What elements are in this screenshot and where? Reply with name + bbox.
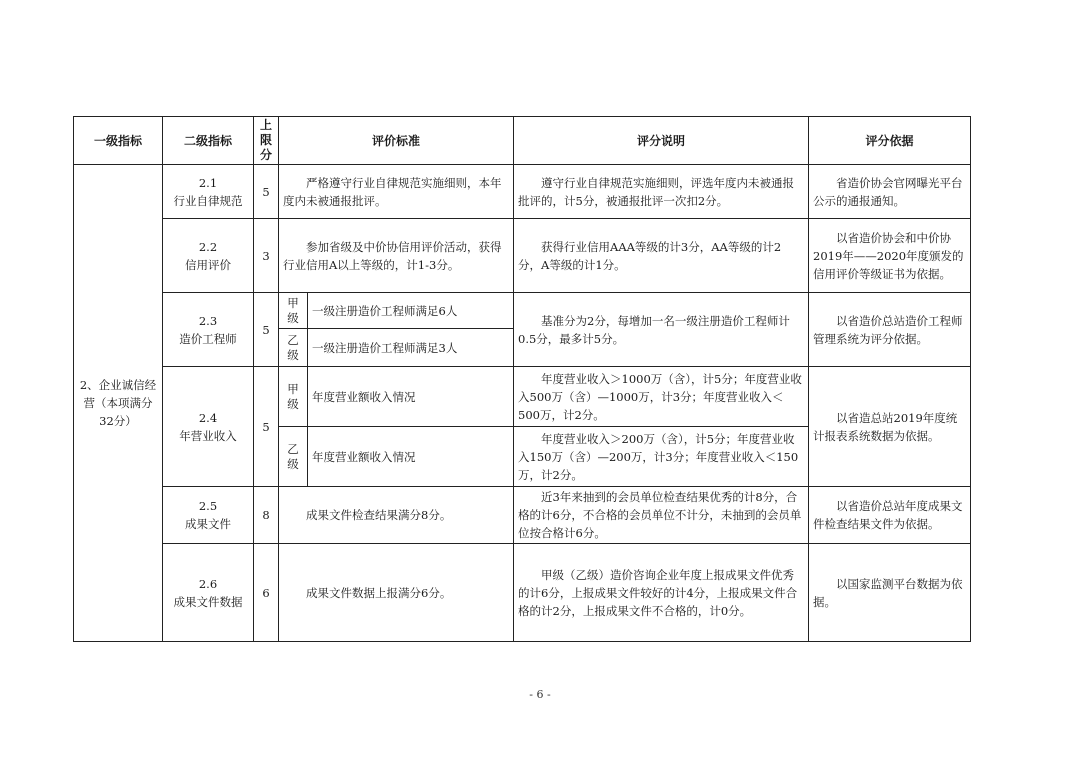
level2-indicator: 2.3 造价工程师 [163, 293, 254, 367]
basis-cell: 以国家监测平台数据为依据。 [809, 544, 971, 642]
explanation-cell: 年度营业收入＞1000万（含），计5分；年度营业收入500万（含）—1000万，计3分；年度营业收入＜500万，计2分。 [514, 367, 809, 427]
max-score: 3 [254, 219, 279, 293]
level2-indicator: 2.5 成果文件 [163, 487, 254, 544]
evaluation-table [73, 116, 971, 642]
header-level1: 一级指标 [74, 117, 163, 165]
level2-indicator: 2.4 年营业收入 [163, 367, 254, 487]
table-row [74, 487, 971, 544]
grade-cell: 乙 级 [279, 427, 308, 487]
level2-indicator: 2.2 信用评价 [163, 219, 254, 293]
max-score: 5 [254, 293, 279, 367]
explanation-cell: 甲级（乙级）造价咨询企业年度上报成果文件优秀的计6分，上报成果文件较好的计4分，上报成果文件合格的计2分，上报成果文件不合格的，计0分。 [514, 544, 809, 642]
max-score: 8 [254, 487, 279, 544]
explanation-cell: 基准分为2分，每增加一名一级注册造价工程师计0.5分，最多计5分。 [514, 293, 809, 367]
table-row [74, 367, 971, 427]
level2-indicator: 2.6 成果文件数据 [163, 544, 254, 642]
table-row [74, 293, 971, 329]
header-level2: 二级指标 [163, 117, 254, 165]
basis-cell: 以省造价总站年度成果文件检查结果文件为依据。 [809, 487, 971, 544]
explanation-cell: 获得行业信用AAA等级的计3分，AA等级的计2分，A等级的计1分。 [514, 219, 809, 293]
criteria-cell: 成果文件数据上报满分6分。 [279, 544, 514, 642]
explanation-cell: 年度营业收入＞200万（含），计5分；年度营业收入150万（含）—200万，计3分；年度营业收入＜150万，计2分。 [514, 427, 809, 487]
basis-cell: 以省造价总站造价工程师管理系统为评分依据。 [809, 293, 971, 367]
criteria-cell: 年度营业额收入情况 [308, 427, 514, 487]
grade-cell: 乙 级 [279, 329, 308, 367]
basis-cell: 以省造总站2019年度统计报表系统数据为依据。 [809, 367, 971, 487]
table-row [74, 544, 971, 642]
basis-cell: 省造价协会官网曝光平台公示的通报通知。 [809, 165, 971, 219]
criteria-cell: 成果文件检查结果满分8分。 [279, 487, 514, 544]
header-basis: 评分依据 [809, 117, 971, 165]
table-row [74, 165, 971, 219]
criteria-cell: 一级注册造价工程师满足3人 [308, 329, 514, 367]
header-criteria: 评价标准 [279, 117, 514, 165]
criteria-cell: 一级注册造价工程师满足6人 [308, 293, 514, 329]
header-max-score: 上 限 分 [254, 117, 279, 165]
page-number: - 6 - [529, 688, 551, 701]
grade-cell: 甲 级 [279, 293, 308, 329]
criteria-cell: 严格遵守行业自律规范实施细则，本年度内未被通报批评。 [279, 165, 514, 219]
level1-indicator: 2、企业诚信经营（本项满分32分） [74, 165, 163, 642]
max-score: 5 [254, 367, 279, 487]
max-score: 5 [254, 165, 279, 219]
header-row [74, 117, 971, 165]
level2-indicator: 2.1 行业自律规范 [163, 165, 254, 219]
basis-cell: 以省造价协会和中价协2019年——2020年度颁发的信用评价等级证书为依据。 [809, 219, 971, 293]
table-row [74, 219, 971, 293]
explanation-cell: 遵守行业自律规范实施细则，评选年度内未被通报批评的，计5分，被通报批评一次扣2分。 [514, 165, 809, 219]
explanation-cell: 近3年来抽到的会员单位检查结果优秀的计8分，合格的计6分，不合格的会员单位不计分，未抽到的会员单位按合格计6分。 [514, 487, 809, 544]
grade-cell: 甲 级 [279, 367, 308, 427]
header-explanation: 评分说明 [514, 117, 809, 165]
criteria-cell: 年度营业额收入情况 [308, 367, 514, 427]
max-score: 6 [254, 544, 279, 642]
criteria-cell: 参加省级及中价协信用评价活动，获得行业信用A以上等级的，计1-3分。 [279, 219, 514, 293]
